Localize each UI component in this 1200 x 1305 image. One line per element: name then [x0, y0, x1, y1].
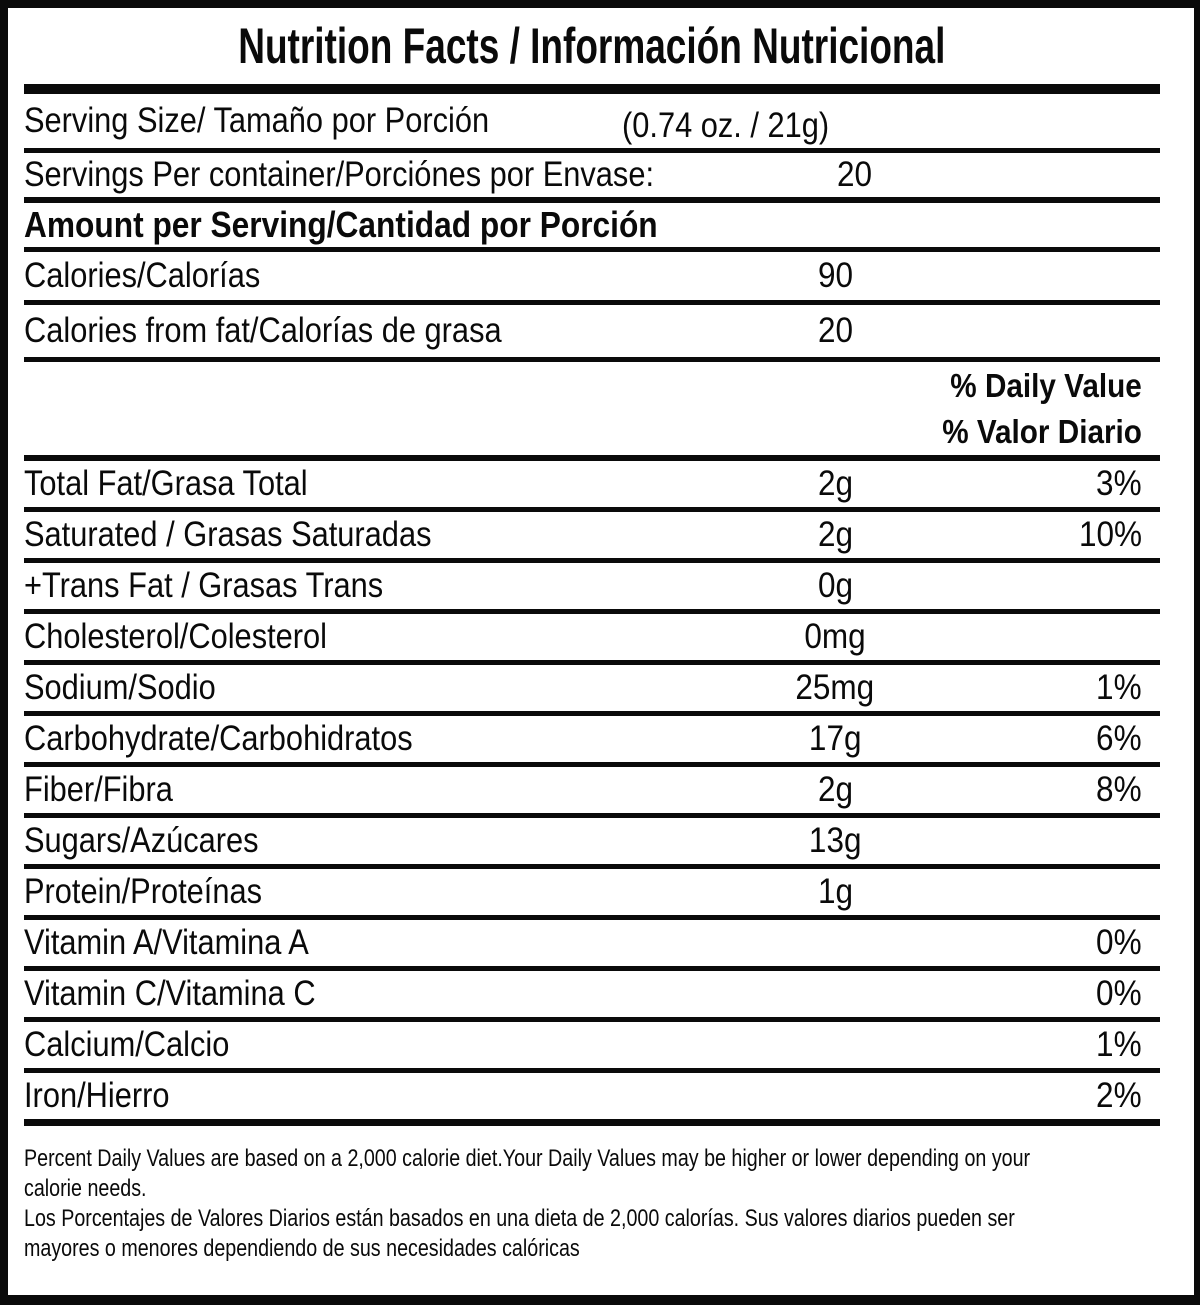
nutrient-amount: [720, 923, 950, 963]
nutrient-daily-value: 3%: [1096, 464, 1142, 503]
calories-value: 90: [817, 256, 853, 295]
nutrient-row-vitamin-a: [24, 920, 1160, 971]
nutrient-amount: 2g: [817, 515, 853, 554]
daily-value-header-en: % Daily Value: [950, 366, 1142, 404]
servings-per-container-label: Servings Per container/Porciónes por Envase:: [24, 155, 655, 194]
serving-size-label: Serving Size/ Tamaño por Porción: [24, 101, 490, 140]
nutrient-label: +Trans Fat / Grasas Trans: [24, 566, 384, 605]
label-title: Nutrition Facts / Información Nutricional: [238, 18, 946, 74]
nutrient-daily-value: [950, 566, 1160, 606]
nutrient-label: Protein/Proteínas: [24, 872, 262, 911]
servings-per-container-value: 20: [837, 155, 873, 194]
nutrient-label: Sugars/Azúcares: [24, 821, 259, 860]
label-title-row: [24, 8, 1160, 84]
nutrient-label: Calcium/Calcio: [24, 1025, 230, 1064]
nutrient-amount: [720, 1025, 950, 1065]
serving-size-row: [24, 94, 1160, 153]
footnote-line-es-1: Los Porcentajes de Valores Diarios están basados en una dieta de 2,000 calorías. Sus valores diarios pueden ser: [24, 1205, 1015, 1232]
nutrient-daily-value: 8%: [1096, 770, 1142, 809]
nutrient-row-calcium: [24, 1022, 1160, 1073]
servings-per-container-row: [24, 153, 1160, 203]
nutrient-row-cholesterol: [24, 614, 1160, 665]
calories-row: [24, 252, 1160, 305]
nutrient-daily-value: 1%: [1096, 668, 1142, 707]
nutrient-label: Sodium/Sodio: [24, 668, 216, 707]
footnote-line-en-2: calorie needs.: [24, 1175, 147, 1202]
nutrient-amount: 17g: [808, 719, 862, 758]
amount-per-serving-header: Amount per Serving/Cantidad por Porción: [24, 203, 1160, 252]
nutrient-row-sodium: [24, 665, 1160, 716]
nutrient-daily-value: 2%: [1096, 1076, 1142, 1115]
nutrient-amount: 13g: [808, 821, 862, 860]
nutrient-row-trans-fat: [24, 563, 1160, 614]
nutrient-daily-value: [950, 821, 1160, 861]
calories-label: Calories/Calorías: [24, 256, 261, 295]
footnote-line-es-2: mayores o menores dependiendo de sus necesidades calóricas: [24, 1235, 580, 1262]
nutrient-row-sugars: [24, 818, 1160, 869]
nutrient-daily-value: [950, 872, 1160, 912]
nutrient-daily-value: 6%: [1096, 719, 1142, 758]
nutrient-label: Saturated / Grasas Saturadas: [24, 515, 432, 554]
nutrient-daily-value: 1%: [1096, 1025, 1142, 1064]
title-divider-bar: [24, 84, 1160, 94]
nutrient-amount: 0g: [817, 566, 853, 605]
nutrient-amount: 2g: [817, 464, 853, 503]
daily-value-header-block: [24, 362, 1160, 461]
nutrient-daily-value: 10%: [1078, 515, 1142, 554]
nutrient-amount: 25mg: [795, 668, 875, 707]
nutrient-amount: 1g: [817, 872, 853, 911]
nutrient-amount: [720, 1076, 950, 1116]
nutrient-daily-value: [950, 617, 1160, 657]
nutrient-daily-value: 0%: [1096, 974, 1142, 1013]
daily-value-header-es: % Valor Diario: [942, 412, 1142, 450]
nutrient-label: Vitamin C/Vitamina C: [24, 974, 316, 1013]
nutrient-daily-value: 0%: [1096, 923, 1142, 962]
nutrient-row-protein: [24, 869, 1160, 920]
nutrient-amount: 2g: [817, 770, 853, 809]
nutrient-label: Iron/Hierro: [24, 1076, 170, 1115]
calories-from-fat-value: 20: [817, 311, 853, 350]
nutrient-label: Carbohydrate/Carbohidratos: [24, 719, 413, 758]
calories-from-fat-row: [24, 305, 1160, 362]
nutrient-label: Fiber/Fibra: [24, 770, 173, 809]
nutrient-row-iron: [24, 1073, 1160, 1126]
nutrient-label: Cholesterol/Colesterol: [24, 617, 328, 656]
serving-size-value: (0.74 oz. / 21g): [622, 106, 830, 145]
nutrient-label: Vitamin A/Vitamina A: [24, 923, 309, 962]
calories-from-fat-label: Calories from fat/Calorías de grasa: [24, 311, 502, 350]
daily-value-footnote: [24, 1126, 1160, 1264]
nutrient-amount: 0mg: [804, 617, 866, 656]
nutrient-row-total-fat: [24, 461, 1160, 512]
nutrient-row-vitamin-c: [24, 971, 1160, 1022]
footnote-line-en-1: Percent Daily Values are based on a 2,000 calorie diet.Your Daily Values may be higher or lower depending on your: [24, 1145, 1031, 1172]
nutrient-label: Total Fat/Grasa Total: [24, 464, 308, 503]
nutrient-row-carbohydrate: [24, 716, 1160, 767]
nutrient-row-saturated-fat: [24, 512, 1160, 563]
nutrient-amount: [720, 974, 950, 1014]
nutrient-row-fiber: [24, 767, 1160, 818]
